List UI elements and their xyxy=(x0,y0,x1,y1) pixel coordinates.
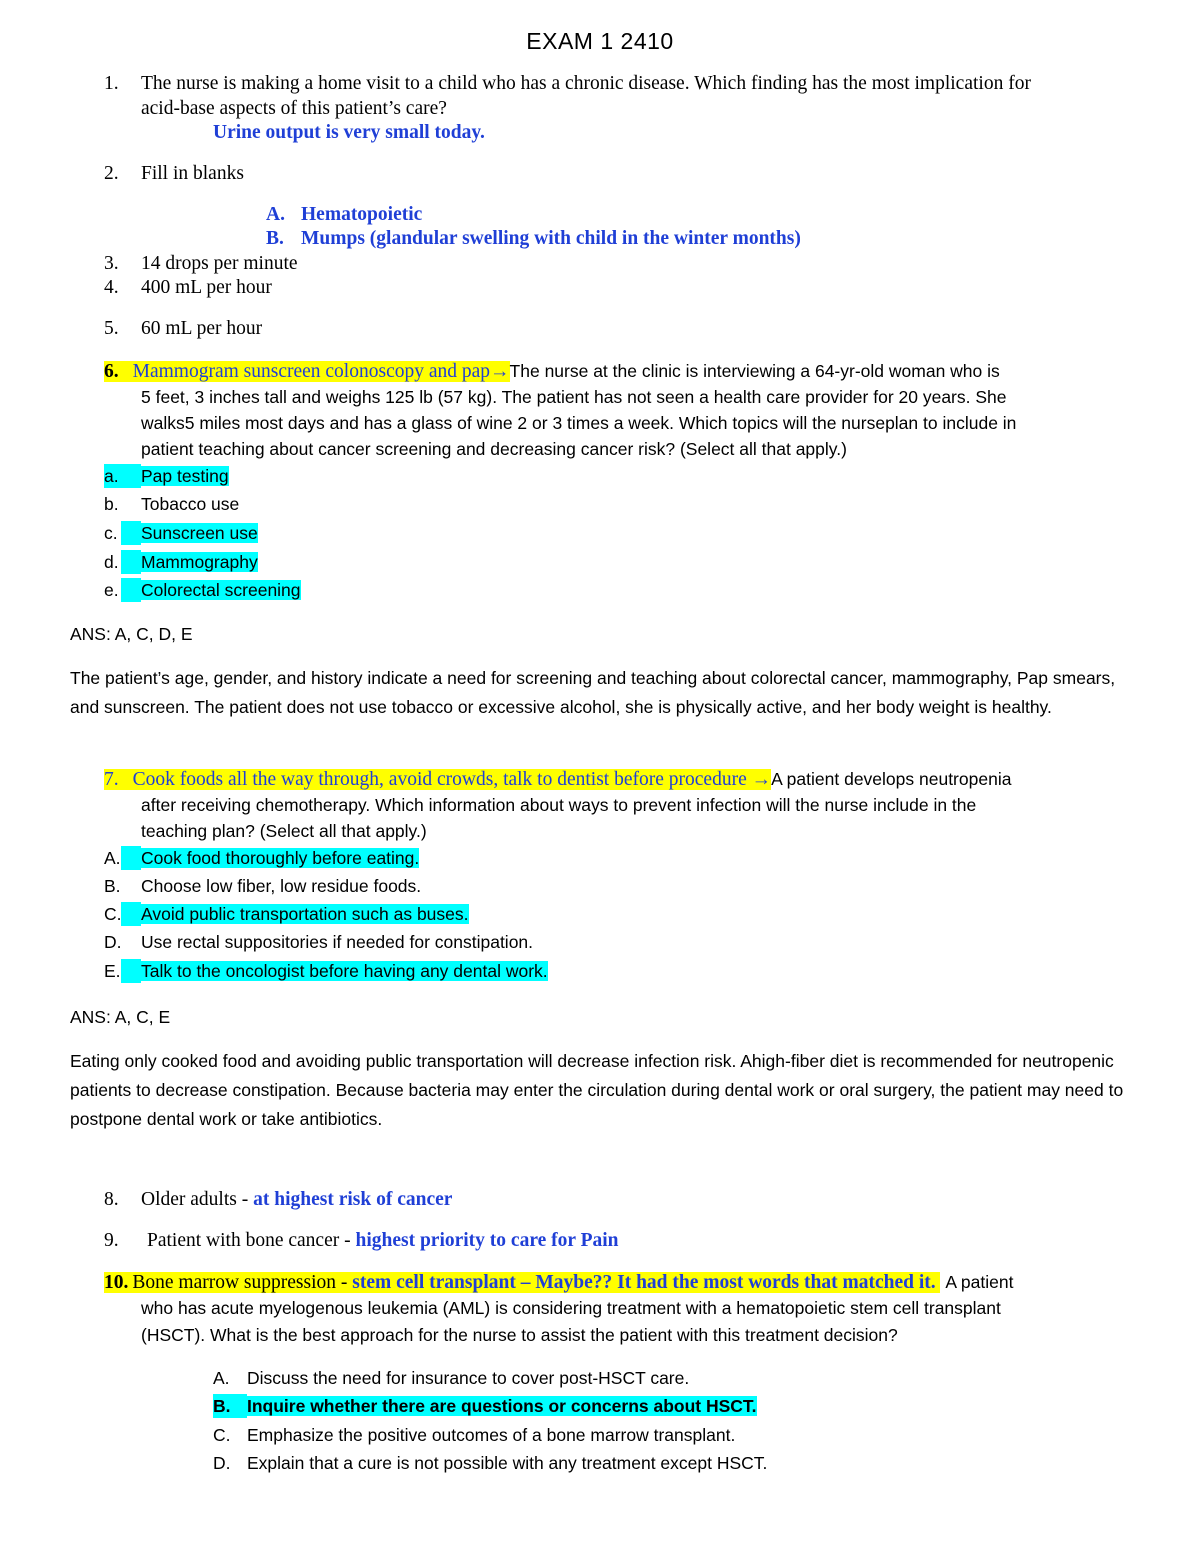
q10-option-c: C. Emphasize the positive outcomes of a bone marrow transplant. xyxy=(213,1425,736,1445)
q7-option-c: C. Avoid public transportation such as buses. xyxy=(104,904,469,924)
q8-answer: at highest risk of cancer xyxy=(253,1189,453,1210)
q3-text: 14 drops per minute xyxy=(141,253,298,274)
q7-arrow-icon: → xyxy=(751,769,772,790)
q7-option-e: E. Talk to the oncologist before having any dental work. xyxy=(104,961,548,981)
q10-option-a: A. Discuss the need for insurance to cover post-HSCT care. xyxy=(213,1368,690,1388)
q2-b-text: Mumps (glandular swelling with child in the winter months) xyxy=(301,228,801,249)
q10-text: Bone marrow suppression - xyxy=(132,1272,348,1293)
q6-arrow-icon: → xyxy=(490,361,510,382)
page-title: EXAM 1 2410 xyxy=(526,28,674,54)
q10-first-line xyxy=(104,1270,1013,1296)
q6-text-line3: walks5 miles most days and has a glass of wine 2 or 3 times a week. Which topics will the nurseplan to include in xyxy=(141,413,1017,433)
q6-highlight: Mammogram sunscreen colonoscopy and pap xyxy=(132,361,491,382)
q10-text-line3: (HSCT). What is the best approach for the nurse to assist the patient with this treatment decision? xyxy=(141,1325,898,1345)
q7-option-d: D. Use rectal suppositories if needed for constipation. xyxy=(104,932,534,952)
q7-option-a: A. Cook food thoroughly before eating. xyxy=(104,848,420,868)
q7-rationale: Eating only cooked food and avoiding public transportation will decrease infection risk. Ahigh-fiber diet is recommended for neutropenic patients to decrease constipation. Because bacteria may enter the circulation during dental work or oral surgery, the patient may need to postpone dental work or take antibiotics. xyxy=(70,1051,1124,1129)
q6-answer-key: ANS: A, C, D, E xyxy=(70,624,193,644)
q3-number: 3. xyxy=(104,253,119,274)
q6-number: 6. xyxy=(104,361,133,382)
q10-text-line2: who has acute myelogenous leukemia (AML) is considering treatment with a hematopoietic stem cell transplant xyxy=(141,1298,1001,1318)
q9-answer: highest priority to care for Pain xyxy=(355,1230,619,1251)
q7-highlight: Cook foods all the way through, avoid crowds, talk to dentist before procedure xyxy=(132,769,747,790)
q4-text: 400 mL per hour xyxy=(141,277,272,298)
q7-text-line3: teaching plan? (Select all that apply.) xyxy=(141,821,427,841)
q10-number: 10. xyxy=(104,1272,132,1293)
q6-first-line xyxy=(104,359,1000,385)
q7-text-line2: after receiving chemotherapy. Which information about ways to prevent infection will the nurse include in the xyxy=(141,795,977,815)
q6-option-a: a. Pap testing xyxy=(104,466,229,486)
q5-text: 60 mL per hour xyxy=(141,318,263,339)
q10-answer: stem cell transplant – Maybe?? It had the most words that matched it. xyxy=(352,1272,936,1293)
q10-option-b: B. Inquire whether there are questions or concerns about HSCT. xyxy=(213,1396,757,1416)
q9-number: 9. xyxy=(104,1230,119,1251)
q10-option-d: D. Explain that a cure is not possible with any treatment except HSCT. xyxy=(213,1453,768,1473)
q6-option-e: e. Colorectal screening xyxy=(104,580,301,600)
q1-text-line1: The nurse is making a home visit to a child who has a chronic disease. Which finding has the most implication for xyxy=(141,73,1031,94)
q4-number: 4. xyxy=(104,277,119,298)
q7-number: 7. xyxy=(104,769,133,790)
q6-rationale: The patient’s age, gender, and history indicate a need for screening and teaching about colorectal cancer, mammography, Pap smears, and sunscreen. The patient does not use tobacco or excessive alcohol, she is physically active, and her body weight is healthy. xyxy=(70,668,1116,717)
q10-text-line1: A patient xyxy=(945,1272,1014,1292)
q6-text-line1: The nurse at the clinic is interviewing a 64-yr-old woman who is xyxy=(509,361,1000,381)
q1-answer: Urine output is very small today. xyxy=(213,122,485,143)
q6-text-line2: 5 feet, 3 inches tall and weighs 125 lb (57 kg). The patient has not seen a health care provider for 20 years. She xyxy=(141,387,1007,407)
q2-a-letter: A. xyxy=(266,204,285,225)
q8-number: 8. xyxy=(104,1189,119,1210)
q7-first-line xyxy=(104,767,1011,793)
q2-number: 2. xyxy=(104,163,119,184)
q2-a-text: Hematopoietic xyxy=(301,204,423,225)
q7-text-line1: A patient develops neutropenia xyxy=(771,769,1012,789)
q8-line: Older adults - at highest risk of cancer xyxy=(141,1189,453,1210)
q7-option-b: B. Choose low fiber, low residue foods. xyxy=(104,876,422,896)
q6-text-line4: patient teaching about cancer screening and decreasing cancer risk? (Select all that apply.) xyxy=(141,439,847,459)
q5-number: 5. xyxy=(104,318,119,339)
q2-b-letter: B. xyxy=(266,228,284,249)
q9-line: Patient with bone cancer - highest priority to care for Pain xyxy=(147,1230,619,1251)
q1-number: 1. xyxy=(104,73,119,94)
q2-text: Fill in blanks xyxy=(141,163,244,184)
q6-option-b: b. Tobacco use xyxy=(104,494,240,514)
q7-answer-key: ANS: A, C, E xyxy=(70,1007,171,1027)
q6-option-c: c. Sunscreen use xyxy=(104,523,258,543)
q6-option-d: d. Mammography xyxy=(104,552,258,572)
q1-text-line2: acid-base aspects of this patient’s care? xyxy=(141,98,447,119)
